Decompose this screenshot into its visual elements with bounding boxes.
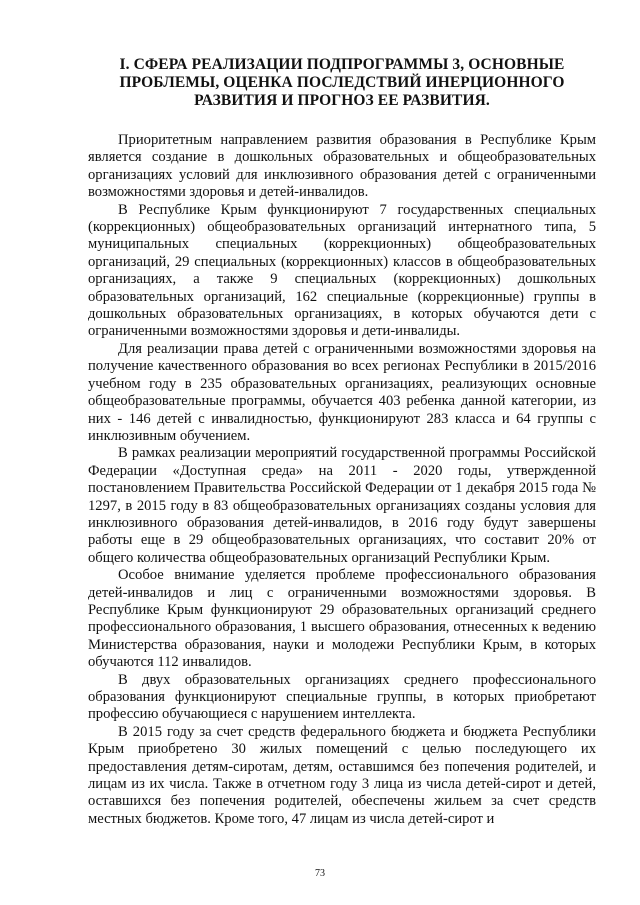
paragraph: Особое внимание уделяется проблеме профессионального образования детей-инвалидов и лиц с ограниченными возможностями здоровья. В Республике Крым функционируют 29 образовательных организаций среднего профессионального образования, 1 высшего образования, отнесенных к ведению Министерства образования, науки и молодежи Республики Крым, в которых обучаются 112 инвалидов. [88, 567, 596, 671]
paragraph: В двух образовательных организациях среднего профессионального образования функционируют специальные группы, в которых приобретают профессию обучающиеся с нарушением интеллекта. [88, 671, 596, 723]
paragraph: В Республике Крым функционируют 7 государственных специальных (коррекционных) общеобразовательных организаций интернатного типа, 5 муниципальных специальных (коррекционных) общеобразовательных организаций, 29 специальных (коррекционных) классов в общеобразовательных организациях, а также 9 специальных (коррекционных) дошкольных образовательных организаций, 162 специальные (коррекционные) группы в дошкольных образовательных организациях, в которых обучаются дети с ограниченными возможностями здоровья и дети-инвалиды. [88, 201, 596, 340]
heading-line: I. СФЕРА РЕАЛИЗАЦИИ ПОДПРОГРАММЫ 3, ОСНОВНЫЕ [119, 56, 565, 73]
heading-line: ПРОБЛЕМЫ, ОЦЕНКА ПОСЛЕДСТВИЙ ИНЕРЦИОННОГО [119, 74, 565, 91]
section-body [88, 132, 596, 828]
paragraph: Для реализации права детей с ограниченными возможностями здоровья на получение качественного образования во всех регионах Республики в 2015/2016 учебном году в 235 образовательных организациях, реализующих основные общеобразовательные программы, обучается 403 ребенка данной категории, из них - 146 детей с инвалидностью, функционируют 283 класса и 64 группы с инклюзивным обучением. [88, 340, 596, 444]
section-heading [88, 56, 596, 110]
paragraph: В рамках реализации мероприятий государственной программы Российской Федерации «Доступная среда» на 2011 - 2020 годы, утвержденной постановлением Правительства Российской Федерации от 1 декабря 2015 года № 1297, в 2015 году в 83 общеобразовательных организациях созданы условия для инклюзивного образования детей-инвалидов, в 2016 году будут завершены работы еще в 29 общеобразовательных организациях, что составит 20% от общего количества общеобразовательных организаций Республики Крым. [88, 445, 596, 566]
heading-line: РАЗВИТИЯ И ПРОГНОЗ ЕЕ РАЗВИТИЯ. [194, 92, 490, 109]
paragraph: В 2015 году за счет средств федерального бюджета и бюджета Республики Крым приобретено 30 жилых помещений с целью последующего их предоставления детям-сиротам, детям, оставшимся без попечения родителей, и лицам из их числа. Также в отчетном году 3 лица из числа детей-сирот и детей, оставшихся без попечения родителей, обеспечены жильем за счет средств местных бюджетов. Кроме того, 47 лицам из числа детей-сирот и [88, 723, 596, 827]
paragraph: Приоритетным направлением развития образования в Республике Крым является создание в дошкольных образовательных и общеобразовательных организациях условий для инклюзивного образования детей с ограниченными возможностями здоровья и детей-инвалидов. [88, 132, 596, 201]
page-number: 73 [315, 868, 325, 879]
